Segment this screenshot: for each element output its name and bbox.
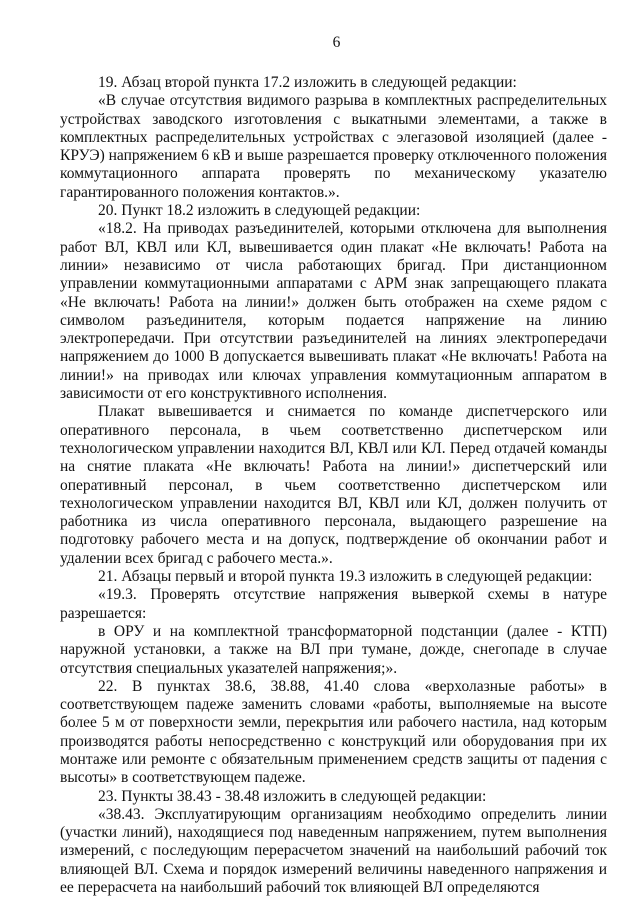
paragraph-17-2-text: «В случае отсутствия видимого разрыва в комплектных распределительных устройствах заводского изготовления с выкатными элементами, а также в комплектных распределительных устройствах с элегазовой изоляцией (далее - КРУЭ) напряжением 6 кВ и выше разрешается проверку отключенного положения коммутационного аппарата проверять по механическому указателю гарантированного положения контактов.».	[60, 92, 607, 201]
paragraph-21-heading: 21. Абзацы первый и второй пункта 19.3 изложить в следующей редакции:	[98, 568, 593, 586]
paragraph-19-heading: 19. Абзац второй пункта 17.2 изложить в следующей редакции:	[98, 74, 517, 91]
paragraph-23-heading: 23. Пункты 38.43 - 38.48 изложить в следующей редакции:	[98, 787, 487, 805]
paragraph-20-heading: 20. Пункт 18.2 изложить в следующей редакции:	[98, 202, 421, 220]
paragraph-placard-text: Плакат вывешивается и снимается по команде диспетчерского или оперативного персонала, в чьем соответственно диспетчерском или технологическом управлении находится ВЛ, КВЛ или КЛ. Перед отдачей команды на снятие плаката «Не включать! Работа на линии!» диспетчерский или оперативный персонал, в чьем соответственно диспетчерском или технологическом управлении находится ВЛ, КВЛ или КЛ, должен получить от работника из числа оперативного персонала, выдающего разрешение на подготовку рабочего места и на допуск, подтверждение об окончании работ и удалении всех бригад с рабочего места.».	[60, 403, 607, 567]
paragraph-22-text: 22. В пунктах 38.6, 38.88, 41.40 слова «верхолазные работы» в соответствующем падеже заменить словами «работы, выполняемые на высоте более 5 м от поверхности земли, перекрытия или рабочего настила, над которым производятся работы непосредственно с конструкций или оборудования при их монтаже или ремонте с обязательным применением средств защиты от падения с высоты» в соответствующем падеже.	[60, 677, 607, 787]
paragraph-38-43-text: «38.43. Эксплуатирующим организациям необходимо определить линии (участки линий), находящиеся под наведенным напряжением, путем выполнения измерений, с последующим перерасчетом значений на наибольший рабочий ток влияющей ВЛ. Схема и порядок измерений величины наведенного напряжения и ее перерасчета на наибольший рабочий ток влияющей ВЛ определяются	[60, 805, 607, 897]
paragraph-19-3-text: «19.3. Проверять отсутствие напряжения выверкой схемы в натуре разрешается:	[60, 586, 607, 622]
page-number: 6	[332, 34, 341, 51]
paragraph-18-2-text: «18.2. На приводах разъединителей, которыми отключена для выполнения работ ВЛ, КВЛ или КЛ, вывешивается один плакат «Не включать! Работа на линии» независимо от числа работающих бригад. При дистанционном управлении коммутационными аппаратами с АРМ знак запрещающего плаката «Не включать! Работа на линии!» должен быть отображен на схеме рядом с символом разъединителя, которым подается напряжение на линию электропередачи. При отсутствии разъединителей на линиях электропередачи напряжением до 1000 В допускается вывешивать плакат «Не включать! Работа на линии!» на приводах или ключах управления коммутационным аппаратом в зависимости от его конструктивного исполнения.	[60, 220, 607, 403]
paragraph-oru-text: в ОРУ и на комплектной трансформаторной подстанции (далее - КТП) наружной установки, а также на ВЛ при тумане, дожде, снегопаде в случае отсутствия специальных указателей напряжения;».	[60, 622, 607, 677]
